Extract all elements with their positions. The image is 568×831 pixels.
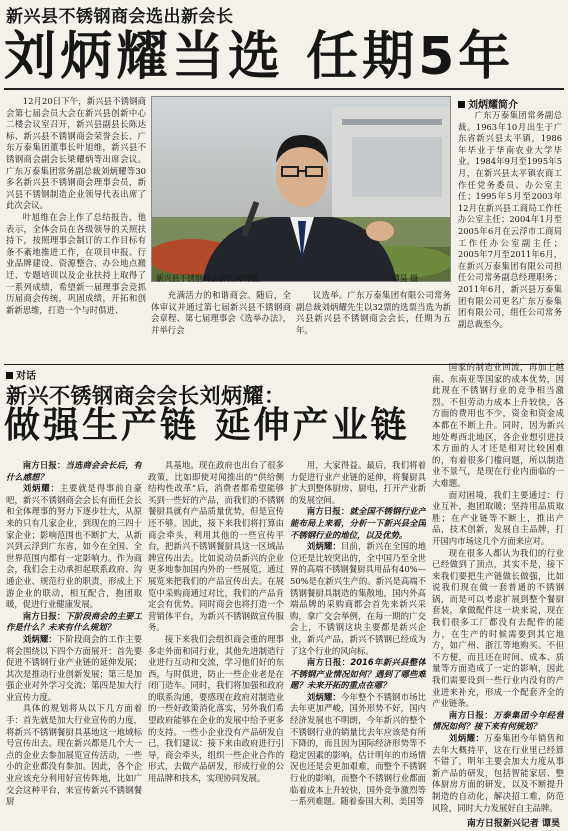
answer-text: 万泰集团今年销售和去年大概持平，这在行业里已经算不错了，明年主要会加大力度从事新产品的研发，包括智能家居、整体厨房方面的研发，以及不断提升制造的自动化，解决招工难，防范风险，同时大力发展好自主品牌。 <box>432 733 564 813</box>
speaker-label: 刘炳耀： <box>448 733 485 743</box>
answer-text: 主要就是得事前自豪吧，新兴不锈钢商会会长有面任会长和全体理事的努力下逐步壮大，从原来的只有几家企业，到现在的三四十家企业；影响范围也不断扩大，从新兴到云浮到广东省，如今在全国、全世界范围内都有一定影响力。作为商会，我们会主动承担起联系政府、沟通企业、规范行业的职责，形成上下游企业的联动，相互配合，抱团取暖，促进行业健康发展。 <box>6 483 142 610</box>
question <box>6 460 142 483</box>
article-column-3: 议选举。广东万泰集团有限公司常务副总裁刘炳耀先生以32票的选票当选为新兴县新兴县不锈钢商会会长，任期为五年。 <box>296 290 451 335</box>
sidebar-title: 刘炳耀简介 <box>458 96 518 111</box>
answer-text: 目前，新兴在全国的地位还是比较突出的，全中国乃至全世界的高端不锈钢餐厨具用品有40%—50%是在新兴生产的。新兴是高端不锈钢餐厨具制造的集散地，国内外高端品牌的采购商都会首先来新兴采购，拿广交会举例，在每一期的广交会上，不锈钢这块主要都是新兴企业，新兴产品，新兴不锈钢已经成为了这个行业的风向标。 <box>290 541 426 656</box>
article-headline: 刘炳耀当选 任期5年 <box>4 27 515 87</box>
square-bullet-icon <box>458 101 465 108</box>
photo-caption: 新兴县不锈钢商会会长刘炳耀。 <box>156 274 266 283</box>
speaker-label: 刘炳耀： <box>22 633 57 644</box>
speaker-label: 刘炳耀： <box>306 691 341 702</box>
divider <box>4 88 564 90</box>
interview-subhead: 新兴不锈钢商会会长刘炳耀： <box>6 383 286 408</box>
paragraph: 叶旭维在会上作了总结报告，他表示，全体会员在各级领导的关照扶持下，按照理事会制订的工作目标有条不紊地推进工作，在项目申报、行业品牌建设、资源整合、办公地点搬迁、专题培训以及企业扶持上取得了一系列成绩，希望新一届理事会竞抓历届商会传统，巩固成绩，开拓和创新新思维，打造一个与时俱进、 <box>6 211 146 315</box>
speaker-label: 南方日报： <box>306 657 351 668</box>
answer <box>432 733 564 814</box>
answer <box>6 483 142 611</box>
paragraph: 12月20日下午，新兴县不锈钢商会第七届会员大会在新兴县创新中心二楼会议室召开，新兴县副县长陈达标、新兴县不锈钢商会荣誉会长、广东万泰集团董事长叶旭维，新兴县不锈钢商会副会长梁耀炳等出席会议。广东万泰集团常务副总裁刘炳耀等30多名新兴县不锈钢商会理事会员，新兴县不锈钢制造企业领导代表出席了此次会议。 <box>6 96 146 211</box>
speaker-label: 刘炳耀： <box>306 541 341 552</box>
answer-text: 今年整个不锈钢市场比去年更加严峻，国外形势不好，国内经济发展也不明朗，今年新兴的整个不锈钢行业的销量比去年应该是有所下降的，而且因为国际经济形势等不稳定因素的影响，估计明年的市场情况也还是会更加艰难，而整个不锈钢行业的影响，而整个不锈钢行业都面临着成本上升较快，国外竞争激烈等一系列难题。随着泰国大利、美国等 <box>290 691 426 807</box>
article-column-2: 充满活力的和谐商会。随后，全体审议并通过第七届新兴县不锈钢商会章程、第七届理事会《选举办法》，并举行会 <box>151 290 291 335</box>
speaker-label: 南方日报： <box>22 460 66 470</box>
paragraph: 接下来我们会组织商会重的理事多走外面和同行业，其他先进制造行业进行互动和交流，学习他们好的东西，与时俱进，防止一些企业老是在闭门造车。同时，我们将加强和政府的联系沟通，要感现在政府对制造业的一些好政策消化落实，另外我们希望政府能够在企业的发展中给予更多的支持。一些小企业没有产品研发自己，我们建议：接下来由政府进行引导，商会牵头，组织一些企业合作的形式，去做产品研发，形成行业的公用品牌和技术，实现协同发展。 <box>148 633 284 784</box>
paragraph: 国家的制造业回流，再加上越南、东南亚等国家的成本优势，因此现在不锈钢行业的竞争相当激烈。不但劳动力成本上升较快，各方面的费用也不少，资金和资金成本都在不断上升。同时，因为新兴地处粤西北地区，各企业想引进技术方面的人才还是相对比较困难的，有着很多门槛问题，所以制造业不景气，是现在行业内面临的一大难题。 <box>432 362 564 488</box>
paragraph: 具体的规划将从以下几方面着手：首先就是加大行业宣传的力度，将新兴不锈钢餐厨具基地这一地域标号宣传出去。现在新兴都是几个大一点的企业去参加展览宣传活动，一些小的企业都没有参加。因此，各个企业应该充分利用好宣传阵地，比如广交会这种平台，来宣传新兴不锈钢餐厨 <box>6 703 142 807</box>
byline: 南方日报新兴记者 谭昊 <box>466 819 560 829</box>
portrait-photo-illustration <box>152 97 451 282</box>
answer <box>290 692 426 808</box>
question-text: 就全国不锈钢行业产能布局上来看，分析一下新兴县全国不锈钢行业的地位，以及优势。 <box>290 506 426 540</box>
interview-column-3 <box>290 460 426 820</box>
photo-credit: 谭昊 摄 <box>392 274 418 283</box>
interview-column-2 <box>148 460 284 820</box>
question-text: 下阶段商会的主要工作是什么？未来有什么规划？ <box>6 610 142 633</box>
interview-column-4 <box>432 362 564 817</box>
question <box>6 611 142 634</box>
answer <box>290 541 426 657</box>
section-tag: 对话 <box>6 367 36 382</box>
paragraph: 面对困境，我们主要通过：行业互补，抱团取暖；坚持用品质取胜；在产业链等不断上，推出产品，技术创新，发展自主品牌，打开国内市场这几个方面来应对。 <box>432 489 564 546</box>
question-text: 万泰集团今年经营情况如何？接下来有何规划？ <box>432 709 564 732</box>
article-kicker: 新兴县不锈钢商会选出新会长 <box>6 7 234 27</box>
question <box>432 710 564 733</box>
speaker-label: 南方日报： <box>306 506 350 517</box>
question <box>290 657 426 692</box>
answer <box>6 634 142 704</box>
square-bullet-icon <box>6 372 13 379</box>
sidebar-bio: 广东万泰集团常务副总裁。1963年10月出生于广东省新兴县太平镇，1986年毕业于华南农业大学毕业。1984年9月至1995年5月，在新兴县太平镇农商工作任党务委员、办公室主任；1995年5月至2003年12月在新兴县工商局工作任办公室主任；2004年1月至2005年6月在云浮市工商局工作任办公室副主任；2005年7月至2011年6月，在新兴万泰集团有限公司担任公司常务副总经理职务；2011年6月，新兴县万泰集团有限公司更名广东万泰集团有限公司，组任公司常务副总裁至今。 <box>458 110 562 329</box>
answer-text: 下阶段商会的工作主要将会围绕以下四个方面展开：首先要促进不锈钢行业产业链的延伸发展；其次是推动行业创新发展；第三是加强企业对外学习交流；第四是加大行业宣传力度。 <box>6 633 142 702</box>
paragraph: 具基地。现在政府也出台了很多政策，比如即使对闻推出的“供给侧结构性改革”后，消费者都希望能够买到一些好的产品，而我们的不锈钢餐厨具就有产品质量优势，但是宣传还不够。因此，接下来我们将打算由商会牵头，利用其他的一些宣传平台，把新兴不锈钢餐厨具这一区域品牌宣传出去。比如说动员新兴的企业更多地参加国内外的一些展览，通过展览来把我们的产品宣传出去。在展览中采购商通过对比，我们的产品肯定会有优势。同时商会也将打造一个营销体平台，为新兴不锈钢做宣传服务。 <box>148 460 284 633</box>
question-text: 当选商会会长后，有什么感想？ <box>6 460 142 482</box>
speaker-label: 南方日报： <box>448 709 494 720</box>
article-column-1 <box>6 96 146 364</box>
paragraph: 现在很多人都认为我们的行业已经做到了顶点，其实不是，接下来我们要把生产链做长做强，比如说我们现在做一套普通的不锈钢锅，而是可以考虑扩展到整个餐厨套装，拿做配件这一块来说，现在我们很多工厂都没有去配件的能力，在生产的时候需要到其它地方，如广州、浙江等地购买。不但不方便，而且还在时间、成本、质量等方面造成了一定的影响，因此我们需要设到一些行业内没有的产业进来补充，形成一个配套齐全的产业链条。 <box>432 547 564 709</box>
question <box>290 506 426 541</box>
speaker-label: 刘炳耀： <box>22 483 60 494</box>
question-text: 2016年新兴县整体不锈钢产业情况如何？遇到了哪些难题？未来开拓的重点在哪？ <box>290 657 426 691</box>
speaker-label: 南方日报： <box>22 610 66 621</box>
interview-column-1 <box>6 460 142 820</box>
interview-headline: 做强生产链 延伸产业链 <box>4 405 410 446</box>
paragraph: 用，大家得益。最后，我们将着力促进行业产业链的延伸，将餐厨具扩大到整体厨房、厨电，打开产业新的发展空间。 <box>290 460 426 505</box>
portrait-photo <box>151 96 451 282</box>
